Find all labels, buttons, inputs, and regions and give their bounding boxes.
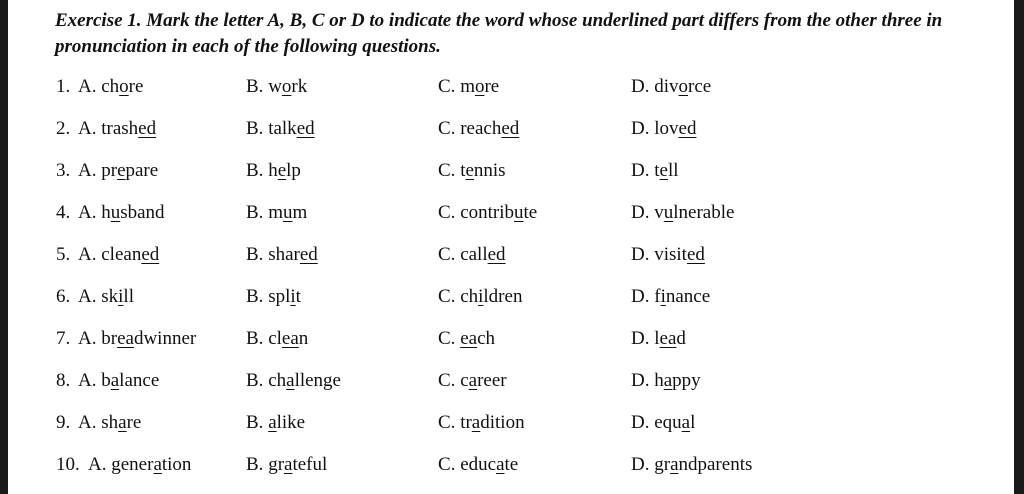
word-prefix: trash	[101, 118, 139, 139]
option-b[interactable]	[246, 192, 307, 234]
word-suffix: nnis	[473, 160, 506, 181]
option-letter: B.	[246, 160, 264, 181]
option-letter: A.	[78, 160, 97, 181]
word-prefix: sh	[101, 412, 119, 433]
underlined-part: a	[110, 370, 120, 391]
question-row-2	[56, 108, 1006, 150]
word-prefix: gr	[654, 454, 671, 475]
word-suffix: dwinner	[133, 328, 197, 349]
option-a[interactable]	[78, 192, 165, 234]
worksheet-page	[8, 0, 1014, 494]
word-prefix: t	[654, 160, 660, 181]
underlined-part: i	[118, 286, 124, 307]
option-letter: A.	[78, 286, 97, 307]
underlined-part: i	[290, 286, 296, 307]
option-letter: C.	[438, 412, 456, 433]
word-prefix: lov	[654, 118, 679, 139]
question-row-4	[56, 192, 1006, 234]
option-letter: D.	[631, 454, 650, 475]
word-suffix: teful	[292, 454, 328, 475]
word-suffix: reer	[477, 370, 507, 391]
underlined-part: ea	[117, 328, 134, 349]
option-d[interactable]	[631, 402, 695, 444]
option-letter: D.	[631, 76, 650, 97]
question-number: 10.	[56, 454, 80, 475]
underlined-part: o	[119, 76, 129, 97]
word-suffix: ndparents	[678, 454, 753, 475]
word-prefix: b	[101, 370, 111, 391]
word-suffix: re	[484, 76, 500, 97]
underlined-part: ed	[299, 244, 318, 265]
option-b[interactable]	[246, 360, 341, 402]
option-a[interactable]	[88, 444, 191, 486]
question-row-9	[56, 402, 1006, 444]
option-letter: D.	[631, 202, 650, 223]
word-suffix: ldren	[483, 286, 523, 307]
option-b[interactable]	[246, 150, 301, 192]
word-prefix: l	[654, 328, 660, 349]
word-suffix: m	[292, 202, 308, 223]
option-b[interactable]	[246, 66, 307, 108]
underlined-part: a	[670, 454, 679, 475]
option-letter: C.	[438, 454, 456, 475]
word-suffix: d	[676, 328, 686, 349]
option-letter: A.	[78, 244, 97, 265]
word-suffix: rk	[291, 76, 308, 97]
word-suffix: ll	[667, 160, 679, 181]
option-letter: D.	[631, 286, 650, 307]
word-suffix: like	[276, 412, 306, 433]
word-prefix: ch	[460, 286, 479, 307]
word-prefix: sk	[101, 286, 119, 307]
word-prefix: call	[460, 244, 488, 265]
option-b[interactable]	[246, 108, 315, 150]
question-list	[56, 66, 1006, 486]
word-suffix: te	[523, 202, 538, 223]
option-c[interactable]	[438, 234, 506, 276]
option-d[interactable]	[631, 318, 686, 360]
option-letter: D.	[631, 412, 650, 433]
option-c[interactable]	[438, 108, 519, 150]
underlined-part: ed	[487, 244, 506, 265]
option-d[interactable]	[631, 150, 679, 192]
underlined-part: ed	[138, 118, 157, 139]
option-letter: B.	[246, 328, 264, 349]
word-prefix: clean	[101, 244, 142, 265]
option-b[interactable]	[246, 276, 301, 318]
underlined-part: u	[110, 202, 121, 223]
word-prefix: f	[654, 286, 661, 307]
option-letter: D.	[631, 160, 650, 181]
option-letter: B.	[246, 202, 264, 223]
option-a[interactable]	[78, 402, 141, 444]
option-d[interactable]	[631, 444, 752, 486]
underlined-part: a	[663, 370, 673, 391]
word-prefix: h	[654, 370, 664, 391]
question-row-3	[56, 150, 1006, 192]
option-a[interactable]	[78, 318, 196, 360]
underlined-part: ed	[686, 244, 705, 265]
word-suffix: ch	[477, 328, 495, 349]
word-suffix: re	[128, 76, 144, 97]
word-suffix: tion	[161, 454, 192, 475]
underlined-part: ed	[678, 118, 697, 139]
underlined-part: u	[282, 202, 293, 223]
underlined-part: o	[678, 76, 689, 97]
question-number: 7.	[56, 328, 71, 349]
underlined-part: ea	[281, 328, 299, 349]
exercise-title: Exercise 1. Mark the letter A, B, C or D to indicate the word whose underlined part differs from the other three in pronunciation in each of the following questions.	[55, 10, 943, 57]
option-c[interactable]	[438, 444, 518, 486]
word-prefix: gener	[111, 454, 154, 475]
underlined-part: a	[468, 370, 478, 391]
word-prefix: c	[460, 370, 469, 391]
option-b[interactable]	[246, 318, 308, 360]
underlined-part: ed	[296, 118, 315, 139]
underlined-part: a	[681, 412, 691, 433]
option-d[interactable]	[631, 108, 696, 150]
underlined-part: e	[277, 160, 287, 181]
option-letter: C.	[438, 370, 456, 391]
option-letter: B.	[246, 454, 264, 475]
word-suffix: ll	[123, 286, 134, 307]
option-c[interactable]	[438, 318, 495, 360]
word-prefix: cl	[268, 328, 282, 349]
word-suffix: sband	[120, 202, 165, 223]
word-suffix: lnerable	[673, 202, 735, 223]
underlined-part: a	[471, 412, 481, 433]
word-prefix: spl	[268, 286, 291, 307]
question-number: 5.	[56, 244, 71, 265]
option-c[interactable]	[438, 276, 522, 318]
option-letter: C.	[438, 286, 456, 307]
option-letter: C.	[438, 160, 456, 181]
option-letter: B.	[246, 118, 264, 139]
word-suffix: l	[690, 412, 696, 433]
underlined-part: ea	[460, 328, 478, 349]
question-row-1	[56, 66, 1006, 108]
word-prefix: gr	[268, 454, 285, 475]
underlined-part: a	[268, 412, 277, 433]
option-letter: C.	[438, 202, 456, 223]
option-c[interactable]	[438, 192, 537, 234]
word-prefix: w	[268, 76, 282, 97]
word-prefix: h	[268, 160, 278, 181]
word-prefix: t	[460, 160, 466, 181]
word-prefix: v	[654, 202, 664, 223]
underlined-part: e	[465, 160, 474, 181]
option-b[interactable]	[246, 234, 318, 276]
option-a[interactable]	[78, 276, 134, 318]
option-c[interactable]	[438, 360, 507, 402]
option-letter: A.	[78, 202, 97, 223]
underlined-part: o	[281, 76, 292, 97]
option-letter: C.	[438, 328, 456, 349]
word-suffix: ppy	[672, 370, 701, 391]
word-suffix: rce	[688, 76, 712, 97]
option-a[interactable]	[78, 150, 158, 192]
option-letter: A.	[78, 118, 97, 139]
option-letter: A.	[78, 76, 97, 97]
underlined-part: a	[153, 454, 162, 475]
word-suffix: lp	[286, 160, 301, 181]
option-d[interactable]	[631, 276, 710, 318]
word-suffix: re	[126, 412, 142, 433]
option-letter: A.	[88, 454, 107, 475]
word-prefix: reach	[460, 118, 502, 139]
word-prefix: pr	[101, 160, 118, 181]
word-prefix: tr	[460, 412, 472, 433]
question-row-7	[56, 318, 1006, 360]
word-prefix: visit	[654, 244, 687, 265]
word-suffix: t	[295, 286, 301, 307]
word-prefix: ch	[101, 76, 120, 97]
underlined-part: a	[286, 370, 295, 391]
underlined-part: i	[660, 286, 666, 307]
question-row-5	[56, 234, 1006, 276]
underlined-part: o	[474, 76, 485, 97]
underlined-part: ed	[141, 244, 160, 265]
underlined-part: a	[496, 454, 505, 475]
option-letter: C.	[438, 118, 456, 139]
underlined-part: i	[478, 286, 484, 307]
option-d[interactable]	[631, 192, 734, 234]
word-suffix: n	[298, 328, 309, 349]
word-prefix: m	[460, 76, 475, 97]
option-letter: D.	[631, 370, 650, 391]
word-prefix: m	[268, 202, 283, 223]
option-letter: A.	[78, 412, 97, 433]
option-letter: B.	[246, 370, 264, 391]
word-prefix: talk	[268, 118, 297, 139]
underlined-part: ea	[659, 328, 677, 349]
word-prefix: educ	[460, 454, 497, 475]
word-suffix: pare	[125, 160, 159, 181]
word-prefix: contrib	[460, 202, 515, 223]
option-d[interactable]	[631, 360, 701, 402]
option-letter: A.	[78, 370, 97, 391]
option-d[interactable]	[631, 66, 711, 108]
underlined-part: a	[284, 454, 293, 475]
option-d[interactable]	[631, 234, 705, 276]
option-a[interactable]	[78, 234, 159, 276]
question-row-6	[56, 276, 1006, 318]
word-prefix: br	[101, 328, 118, 349]
underlined-part: ed	[501, 118, 520, 139]
question-number: 1.	[56, 76, 71, 97]
option-letter: B.	[246, 286, 264, 307]
option-letter: B.	[246, 244, 264, 265]
option-a[interactable]	[78, 108, 156, 150]
question-number: 8.	[56, 370, 71, 391]
option-c[interactable]	[438, 66, 499, 108]
option-letter: C.	[438, 244, 456, 265]
question-row-10	[56, 444, 1006, 486]
word-prefix: shar	[268, 244, 300, 265]
question-number: 4.	[56, 202, 71, 223]
word-prefix: equ	[654, 412, 682, 433]
option-letter: D.	[631, 328, 650, 349]
question-row-8	[56, 360, 1006, 402]
word-suffix: nance	[665, 286, 711, 307]
option-c[interactable]	[438, 150, 506, 192]
word-suffix: lance	[119, 370, 160, 391]
question-number: 2.	[56, 118, 71, 139]
word-suffix: llenge	[294, 370, 341, 391]
question-number: 9.	[56, 412, 71, 433]
question-number: 3.	[56, 160, 71, 181]
underlined-part: e	[117, 160, 126, 181]
underlined-part: e	[659, 160, 668, 181]
question-number: 6.	[56, 286, 71, 307]
word-prefix: h	[101, 202, 111, 223]
underlined-part: u	[514, 202, 524, 223]
word-suffix: dition	[480, 412, 525, 433]
option-b[interactable]	[246, 444, 327, 486]
option-letter: C.	[438, 76, 456, 97]
option-letter: A.	[78, 328, 97, 349]
word-suffix: te	[504, 454, 519, 475]
option-a[interactable]	[78, 66, 143, 108]
option-letter: D.	[631, 118, 650, 139]
word-prefix: ch	[268, 370, 287, 391]
option-letter: D.	[631, 244, 650, 265]
underlined-part: a	[118, 412, 127, 433]
option-letter: B.	[246, 76, 264, 97]
option-c[interactable]	[438, 402, 525, 444]
option-a[interactable]	[78, 360, 159, 402]
underlined-part: u	[663, 202, 674, 223]
option-letter: B.	[246, 412, 264, 433]
word-prefix: div	[654, 76, 679, 97]
option-b[interactable]	[246, 402, 305, 444]
